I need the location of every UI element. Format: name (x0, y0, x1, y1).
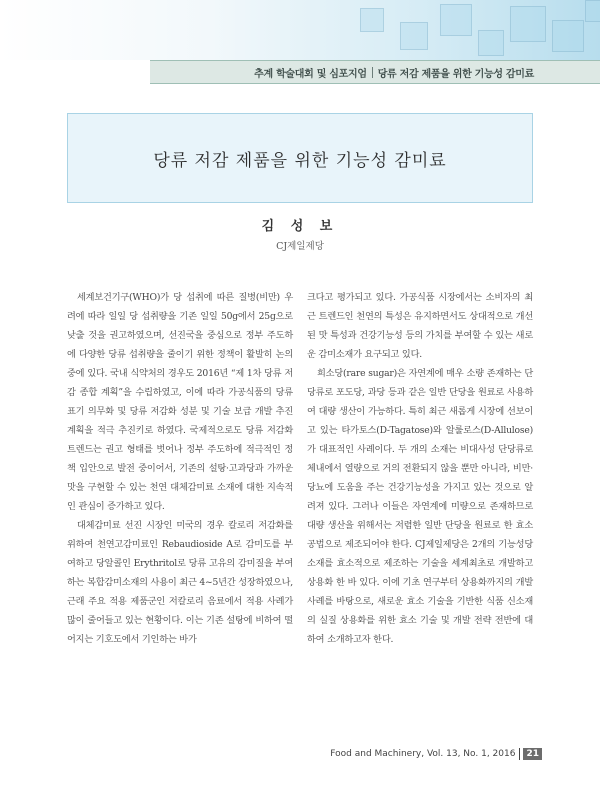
header-decoration (0, 0, 600, 60)
author-name: 김 성 보 (261, 219, 339, 234)
body-column-left (67, 288, 293, 649)
paragraph: 세계보건기구(WHO)가 당 섭취에 따른 질병(비만) 우려에 따라 일일 당 섭취량을 기존 일일 50g에서 25g으로 낮출 것을 권고하였으며, 선진국을 중심으로 정부 주도하에 다양한 당류 섭취량을 줄이기 위한 정책이 활발히 논의 중에 있다. 국내 식약처의 경우도 2016년 “제 1차 당류 저감 종합 계획”을 수립하였고, 이에 따라 가공식품의 당류 표기 의무화 및 당류 저감화 성분 및 기술 보급 개발 추진 계획을 적극 추진키로 하였다. 국제적으로도 당류 저감화 트렌드는 권고 형태를 벗어나 정부 주도하에 적극적인 정책 입안으로 발전 중이어서, 기존의 설탕·고과당과 가까운 맛을 구현할 수 있는 천연 대체감미료 소재에 대한 지속적인 관심이 증가하고 있다. (67, 292, 293, 512)
page-footer (330, 748, 542, 760)
paper-title: 당류 저감 제품을 위한 기능성 감미료 (153, 150, 447, 171)
body-column-right (307, 288, 533, 649)
decor-square (440, 4, 472, 36)
title-box (67, 113, 533, 203)
journal-citation: Food and Machinery, Vol. 13, No. 1, 2016 (330, 749, 516, 759)
header-series: 추계 학술대회 및 심포지엄 (254, 68, 367, 80)
author-affiliation: CJ제일제당 (276, 241, 324, 252)
decor-square (400, 22, 428, 50)
paragraph: 크다고 평가되고 있다. 가공식품 시장에서는 소비자의 최근 트렌드인 천연의 특성은 유지하면서도 상대적으로 개선된 맛 특성과 건강기능성 등의 가치를 부여할 수 있는 새로운 감미소재가 요구되고 있다. (307, 292, 533, 360)
decor-square (552, 20, 584, 52)
paragraph: 대체감미료 선진 시장인 미국의 경우 칼로리 저감화를 위하여 천연고감미료인 Rebaudioside A로 감미도를 부여하고 당알콜인 Erythritol로 당류 고유의 감미질을 부여하는 복합감미소재의 사용이 최근 4~5년간 성장하였으나, 근래 주요 적용 제품군인 저칼로리 음료에서 적용 사례가 많이 줄어들고 있는 현황이다. 이는 기존 설탕에 비하여 떨어지는 기호도에서 기인하는 바가 (67, 520, 293, 645)
paragraph: 희소당(rare sugar)은 자연계에 매우 소량 존재하는 단당류로 포도당, 과당 등과 같은 일반 단당을 원료로 사용하여 대량 생산이 가능하다. 특히 최근 새롭게 시장에 선보이고 있는 타가토스(D-Tagatose)와 알룰로스(D-Allulose)가 대표적인 사례이다. 두 개의 소재는 비대사성 단당류로 체내에서 열량으로 거의 전환되지 않을 뿐만 아니라, 비만·당뇨에 도움을 주는 건강기능성을 가지고 있는 것으로 알려져 있다. 그러나 이들은 자연계에 미량으로 존재하므로 대량 생산을 위해서는 저렴한 일반 단당을 원료로 한 효소 공법으로 제조되어야 한다. CJ제일제당은 2개의 기능성당 소재를 효소적으로 제조하는 기술을 세계최초로 개발하고 상용화 한 바 있다. 이에 기초 연구부터 상용화까지의 개발 사례를 바탕으로, 새로운 효소 기술을 기반한 식품 신소재의 실질 상용화를 위한 효소 기술 및 개발 전략 전반에 대하여 소개하고자 한다. (307, 368, 533, 645)
decor-square (478, 30, 504, 56)
footer-divider (519, 748, 520, 760)
header-topic: 당류 저감 제품을 위한 기능성 감미료 (377, 68, 534, 80)
decor-square (510, 6, 546, 42)
running-header (150, 60, 600, 84)
header-divider (372, 67, 373, 78)
decor-square (585, 0, 600, 22)
decor-square (360, 8, 384, 32)
page-number: 21 (523, 748, 542, 760)
